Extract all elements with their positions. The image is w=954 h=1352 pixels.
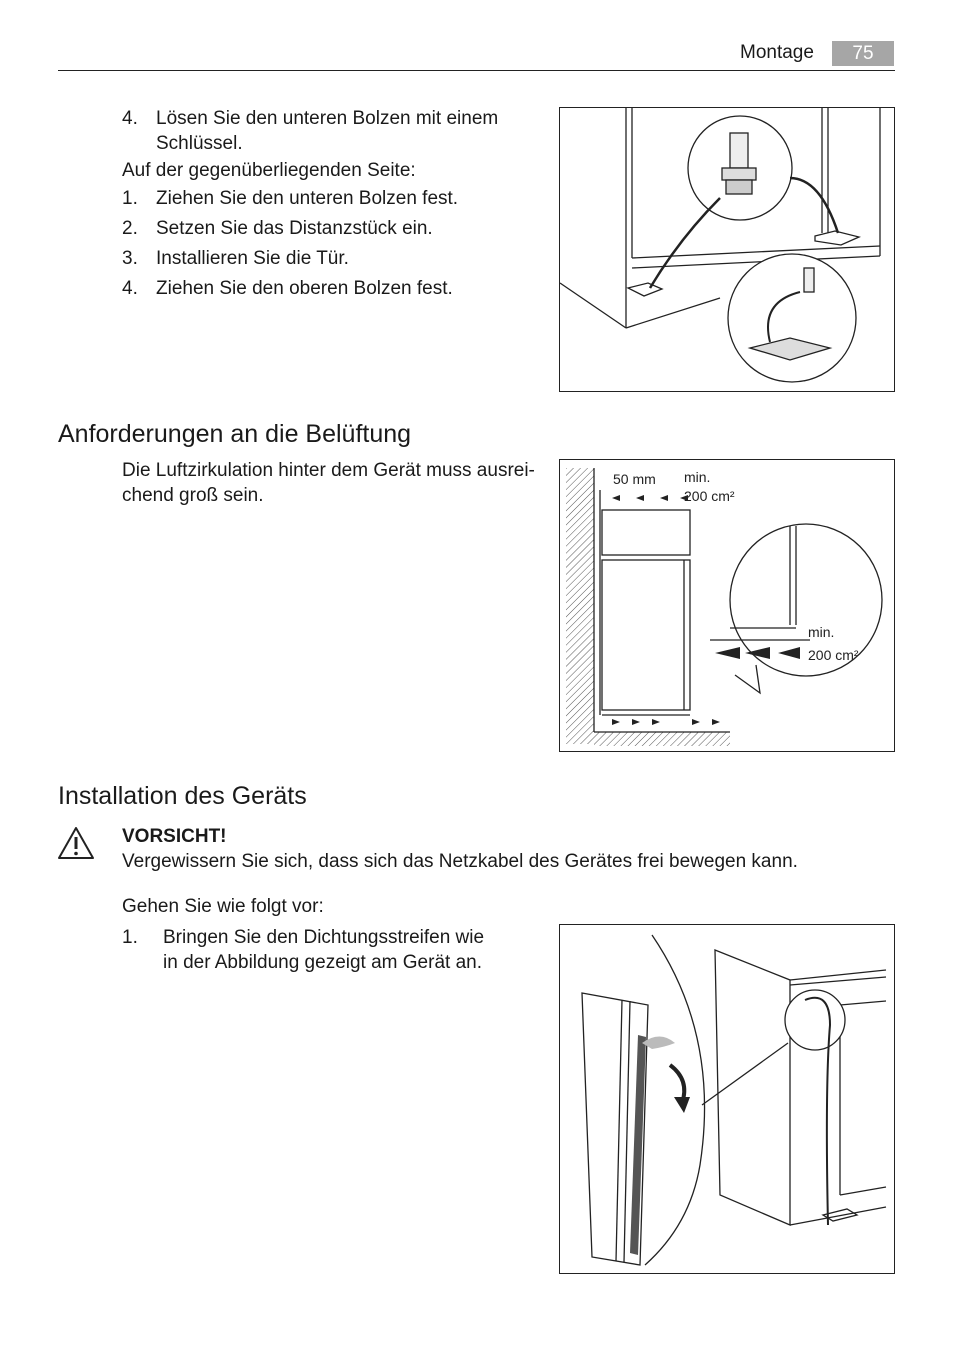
- step-number: 2.: [122, 218, 138, 239]
- step-text: Setzen Sie das Distanzstück ein.: [156, 218, 433, 239]
- ventilation-text: [122, 458, 552, 508]
- step-number: 1.: [122, 188, 138, 209]
- warning-triangle-icon: [57, 826, 95, 860]
- text-line: in der Abbildung gezeigt am Gerät an.: [163, 952, 482, 973]
- bottom-min-label: min.: [808, 624, 835, 640]
- section-title: Montage: [740, 42, 814, 63]
- seal-strip-figure: [559, 924, 895, 1274]
- step-number: 3.: [122, 248, 138, 269]
- ventilation-figure: [559, 459, 895, 752]
- text-line: chend groß sein.: [122, 485, 264, 506]
- procedure-intro: Gehen Sie wie folgt vor:: [122, 896, 324, 917]
- list-item: [122, 925, 522, 977]
- step-text: Installieren Sie die Tür.: [156, 248, 349, 269]
- step-text: Ziehen Sie den oberen Bolzen fest.: [156, 278, 453, 299]
- gap-label: 50 mm: [613, 471, 656, 487]
- top-step-list: [122, 106, 542, 306]
- top-min-label: min.: [684, 469, 711, 485]
- step-text: [163, 925, 523, 975]
- top-area-label: 200 cm²: [684, 488, 735, 504]
- hinge-figure: [559, 107, 895, 392]
- step-number: 1.: [122, 927, 138, 948]
- opposite-side-intro: Auf der gegenüberliegenden Seite:: [122, 160, 416, 181]
- text-line: Bringen Sie den Dichtungsstreifen wie: [163, 927, 485, 948]
- header-rule: [58, 70, 895, 71]
- text-line: Die Luftzirkulation hinter dem Gerät muss ausrei-: [122, 460, 535, 481]
- step-number: 4.: [122, 108, 138, 129]
- step-number: 4.: [122, 278, 138, 299]
- step-text: Lösen Sie den unteren Bolzen mit einem Schlüssel.: [156, 108, 499, 154]
- ventilation-heading: Anforderungen an die Belüftung: [58, 420, 412, 448]
- installation-heading: Installation des Geräts: [58, 782, 307, 810]
- page-number: 75: [832, 41, 894, 66]
- step-text: Ziehen Sie den unteren Bolzen fest.: [156, 188, 459, 209]
- bottom-area-label: 200 cm²: [808, 647, 859, 663]
- caution-title: VORSICHT!: [122, 826, 227, 847]
- caution-text: Vergewissern Sie sich, dass sich das Netzkabel des Gerätes frei bewegen kann.: [122, 851, 798, 872]
